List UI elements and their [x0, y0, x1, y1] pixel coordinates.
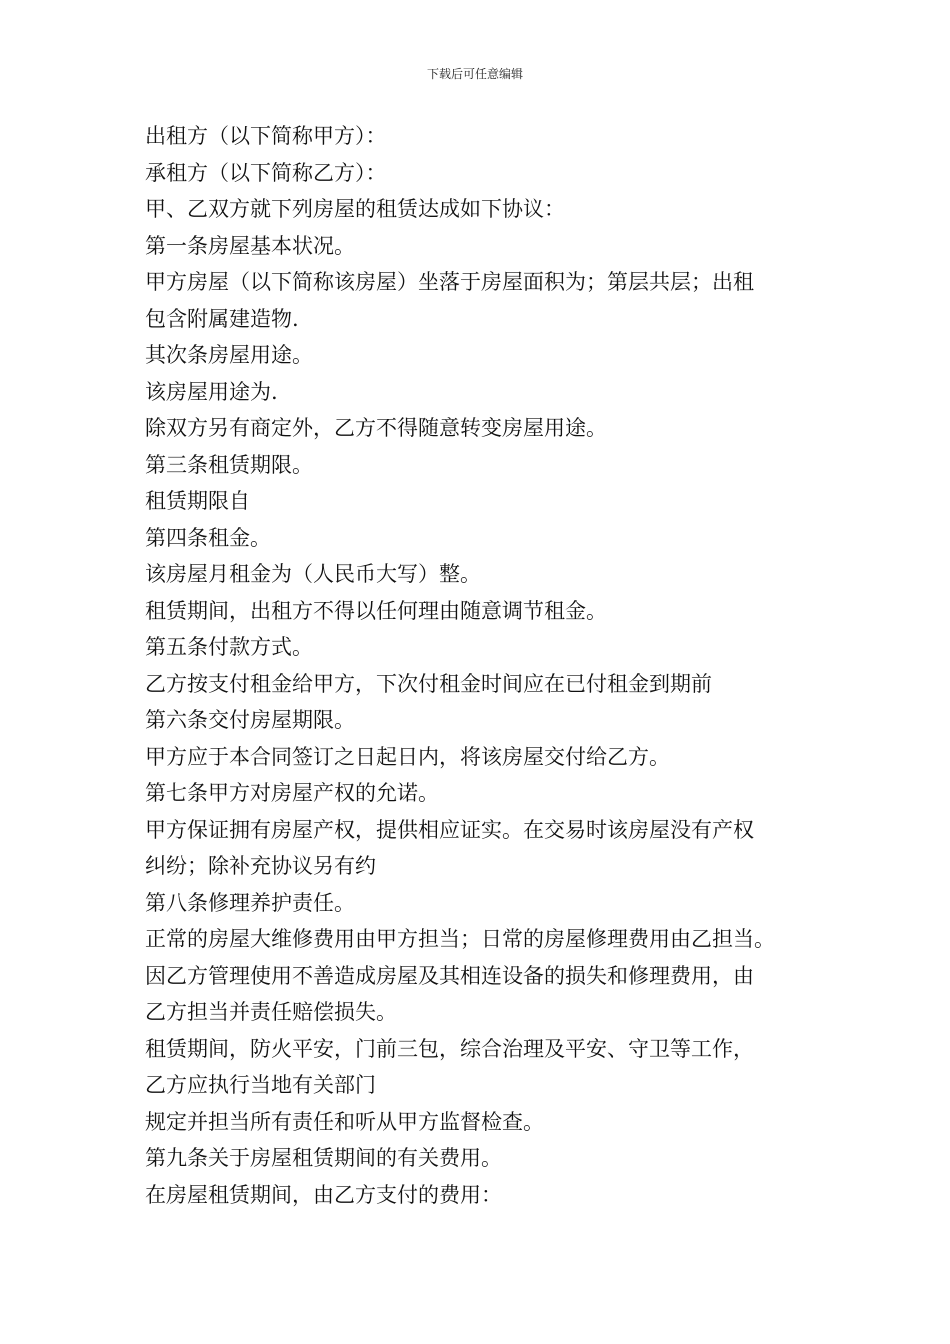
article-2-heading: 其次条房屋用途。 [145, 343, 313, 367]
line-tenant-landlord: 出租方（以下简称甲方）： [145, 124, 387, 148]
article-7-text: 甲方保证拥有房屋产权，提供相应证实。在交易时该房屋没有产权 [145, 817, 754, 842]
article-9-text: 在房屋租赁期间，由乙方支付的费用： [145, 1182, 502, 1207]
article-9-heading: 第九条关于房屋租赁期间的有关费用。 [145, 1146, 502, 1170]
article-8-text-3-cont: 乙方应执行当地有关部门 [145, 1073, 376, 1097]
article-3-text: 租赁期限自 [145, 489, 250, 513]
article-1-text-cont: 包含附属建造物. [145, 306, 299, 331]
article-8-heading: 第八条修理养护责任。 [145, 890, 355, 915]
article-7-heading: 第七条甲方对房屋产权的允诺。 [145, 781, 439, 805]
article-8-text-2: 因乙方管理使用不善造成房屋及其相连设备的损失和修理费用，由 [145, 963, 754, 988]
article-1-heading: 第一条房屋基本状况。 [145, 233, 355, 258]
article-5-text: 乙方按支付租金给甲方，下次付租金时间应在已付租金到期前 [145, 671, 712, 696]
page-header: 下载后可任意编辑 [426, 67, 523, 81]
article-4-heading: 第四条租金。 [145, 525, 271, 550]
article-8-text: 正常的房屋大维修费用由甲方担当；日常的房屋修理费用由乙担当。 [145, 927, 775, 951]
line-tenant-lessee: 承租方（以下简称乙方）： [145, 160, 387, 185]
article-2-text-2: 除双方另有商定外，乙方不得随意转变房屋用途。 [145, 416, 607, 440]
article-8-text-4: 规定并担当所有责任和听从甲方监督检查。 [145, 1109, 544, 1134]
article-3-heading: 第三条租赁期限。 [145, 452, 313, 477]
article-5-heading: 第五条付款方式。 [145, 635, 313, 659]
article-8-text-2-cont: 乙方担当并责任赔偿损失。 [145, 1000, 397, 1024]
article-1-text: 甲方房屋（以下简称该房屋）坐落于房屋面积为；第层共层；出租 [145, 270, 754, 294]
article-2-text: 该房屋用途为. [145, 379, 278, 404]
article-6-text: 甲方应于本合同签订之日起日内，将该房屋交付给乙方。 [145, 744, 670, 769]
article-7-text-cont: 纠纷；除补充协议另有约 [145, 854, 376, 878]
line-agreement-intro: 甲、乙双方就下列房屋的租赁达成如下协议： [145, 197, 565, 221]
article-4-text-2: 租赁期间，出租方不得以任何理由随意调节租金。 [145, 598, 607, 623]
article-8-text-3: 租赁期间，防火平安，门前三包，综合治理及平安、守卫等工作， [145, 1036, 754, 1061]
article-6-heading: 第六条交付房屋期限。 [145, 708, 355, 732]
article-4-text: 该房屋月租金为（人民币大写）整。 [145, 562, 481, 586]
document-body [145, 118, 825, 1213]
